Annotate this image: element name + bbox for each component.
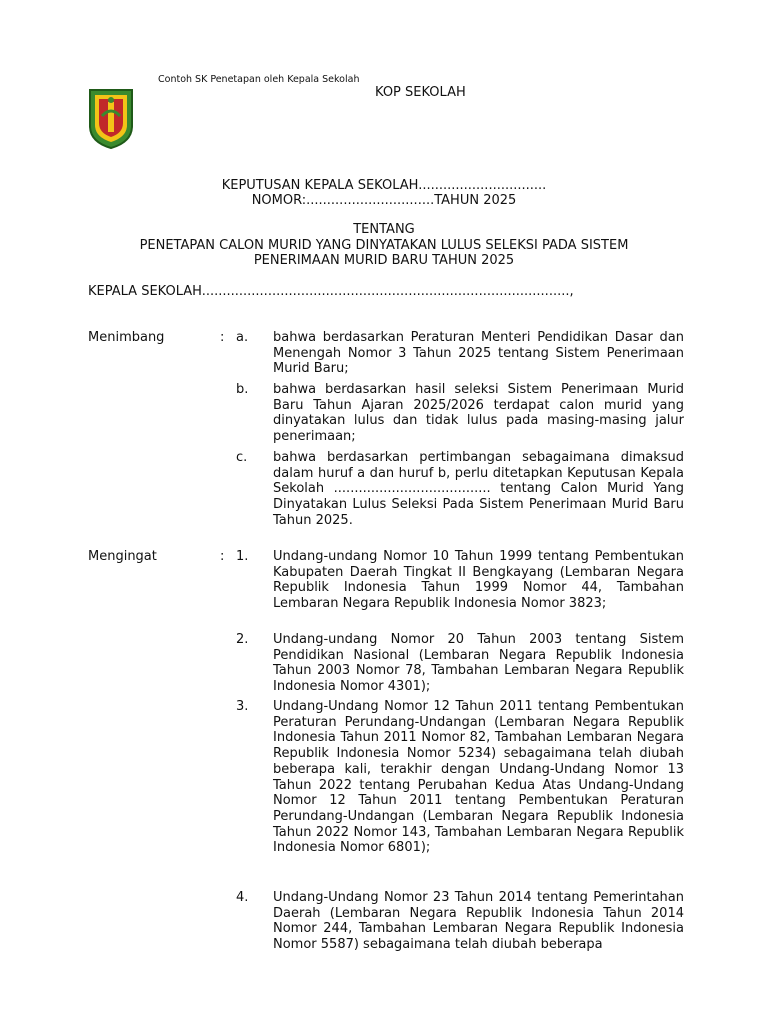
- letterhead-placeholder: KOP SEKOLAH: [375, 85, 466, 100]
- menimbang-label: Menimbang: [88, 330, 165, 345]
- menimbang-item-c: bahwa berdasarkan pertimbangan sebagaimana dimaksud dalam huruf a dan huruf b, perlu ditetapkan Keputusan Kepala Sekolah ...................................... tentang Calon Murid Yang Dinyatakan Lulus Seleksi Pada Sistem Penerimaan Murid Baru Tahun 2025.: [273, 450, 684, 528]
- regional-emblem-logo: [86, 86, 136, 150]
- list-marker: 4.: [236, 890, 249, 905]
- mengingat-item-4: Undang-Undang Nomor 23 Tahun 2014 tentang Pemerintahan Daerah (Lembaran Negara Republik Indonesia Tahun 2014 Nomor 244, Tambahan Lembaran Negara Republik Indonesia Nomor 5587) sebagaimana telah diubah beberapa: [273, 890, 684, 953]
- decree-title: KEPUTUSAN KEPALA SEKOLAH...............................: [221, 178, 547, 193]
- list-marker: a.: [236, 330, 249, 345]
- list-marker: 3.: [236, 699, 249, 714]
- mengingat-colon: :: [220, 549, 225, 564]
- decree-subject-line-2: PENERIMAAN MURID BARU TAHUN 2025: [253, 253, 515, 268]
- decree-subject-line-1: PENETAPAN CALON MURID YANG DINYATAKAN LULUS SELEKSI PADA SISTEM: [139, 238, 629, 253]
- mengingat-item-3: Undang-Undang Nomor 12 Tahun 2011 tentang Pembentukan Peraturan Perundang-Undangan (Lembaran Negara Republik Indonesia Tahun 2011 Nomor 82, Tambahan Lembaran Negara Republik Indonesia Nomor 5234) sebagaimana telah diubah beberapa kali, terakhir dengan Undang-Undang Nomor 13 Tahun 2022 tentang Perubahan Kedua Atas Undang-Undang Nomor 12 Tahun 2011 tentang Pembentukan Peraturan Perundang-Undangan (Lembaran Negara Republik Indonesia Tahun 2022 Nomor 143, Tambahan Lembaran Negara Republik Indonesia Nomor 6801);: [273, 699, 684, 856]
- list-marker: b.: [236, 382, 249, 397]
- list-marker: c.: [236, 450, 248, 465]
- principal-heading: KEPALA SEKOLAH.........................................................................................,: [88, 284, 574, 299]
- mengingat-item-2: Undang-undang Nomor 20 Tahun 2003 tentang Sistem Pendidikan Nasional (Lembaran Negara Republik Indonesia Tahun 2003 Nomor 78, Tambahan Lembaran Negara Republik Indonesia Nomor 4301);: [273, 632, 684, 695]
- menimbang-item-b: bahwa berdasarkan hasil seleksi Sistem Penerimaan Murid Baru Tahun Ajaran 2025/2026 terdapat calon murid yang dinyatakan lulus dan tidak lulus pada masing-masing jalur penerimaan;: [273, 382, 684, 445]
- mengingat-label: Mengingat: [88, 549, 157, 564]
- menimbang-colon: :: [220, 330, 225, 345]
- list-marker: 2.: [236, 632, 249, 647]
- menimbang-item-a: bahwa berdasarkan Peraturan Menteri Pendidikan Dasar dan Menengah Nomor 3 Tahun 2025 tentang Sistem Penerimaan Murid Baru;: [273, 330, 684, 377]
- tentang-heading: TENTANG: [353, 222, 415, 237]
- list-marker: 1.: [236, 549, 249, 564]
- document-caption: Contoh SK Penetapan oleh Kepala Sekolah: [158, 74, 360, 85]
- decree-number: NOMOR:...............................TAHUN 2025: [251, 193, 517, 208]
- mengingat-item-1: Undang-undang Nomor 10 Tahun 1999 tentang Pembentukan Kabupaten Daerah Tingkat II Bengkayang (Lembaran Negara Republik Indonesia Tahun 1999 Nomor 44, Tambahan Lembaran Negara Republik Indonesia Nomor 3823;: [273, 549, 684, 612]
